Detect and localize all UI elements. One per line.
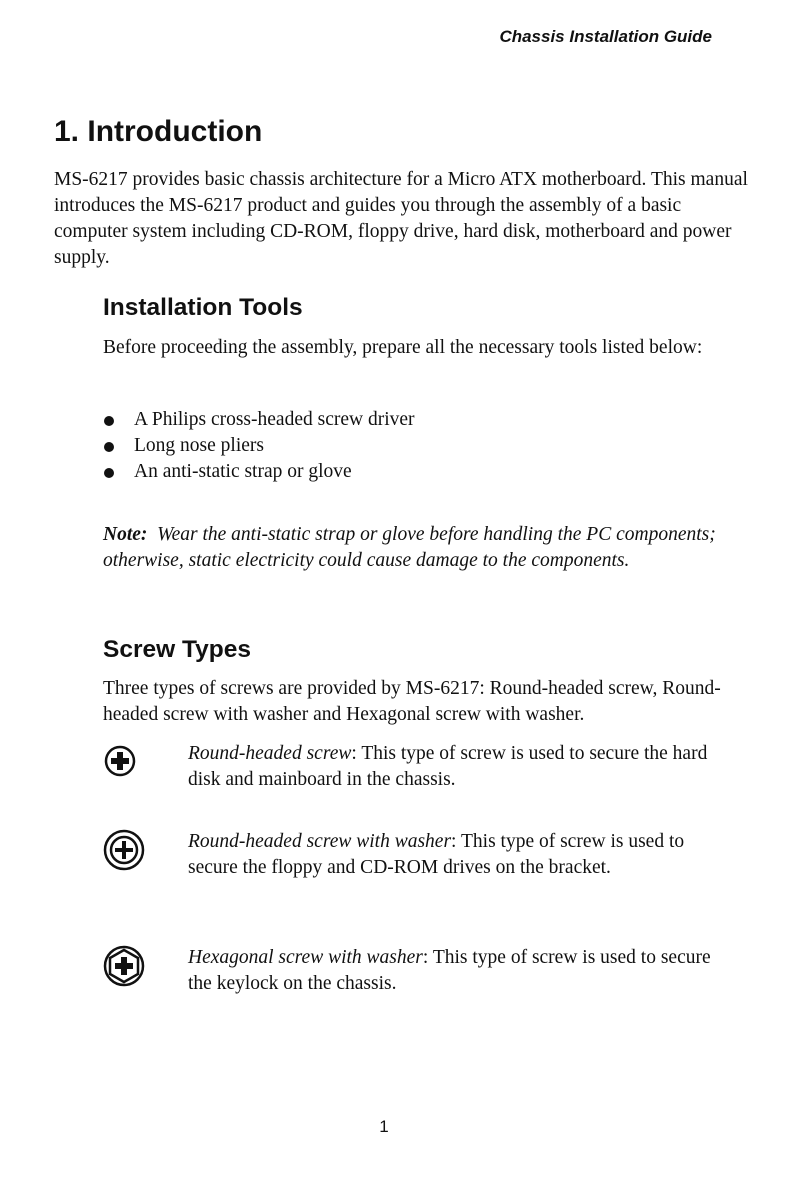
screw-term: Round-headed screw with washer bbox=[188, 831, 452, 852]
note-text: Wear the anti-static strap or glove before handling the PC components; otherwise, static electricity could cause damage to the components. bbox=[103, 524, 716, 571]
list-item bbox=[103, 459, 415, 485]
section-title-screw-types: Screw Types bbox=[103, 636, 251, 663]
list-item bbox=[103, 433, 415, 459]
screw-description: : This type of screw is used to secure the floppy and CD-ROM drives on the bracket. bbox=[188, 831, 685, 878]
intro-paragraph: MS-6217 provides basic chassis architecture for a Micro ATX motherboard. This manual introduces the MS-6217 product and guides you through the assembly of a basic computer system including CD-ROM, floppy drive, hard disk, motherboard and power supply. bbox=[54, 169, 748, 268]
page-title: 1. Introduction bbox=[54, 115, 263, 148]
tools-list bbox=[103, 407, 415, 485]
note bbox=[103, 522, 743, 574]
page-number: 1 bbox=[379, 1117, 389, 1136]
list-item-text: Long nose pliers bbox=[134, 435, 264, 456]
hexagonal-screw-with-washer-icon bbox=[103, 945, 147, 994]
screw-item-text bbox=[188, 741, 728, 793]
list-item-text: A Philips cross-headed screw driver bbox=[134, 409, 415, 430]
tools-description: Before proceeding the assembly, prepare all the necessary tools listed below: bbox=[103, 337, 703, 358]
screw-item-text bbox=[188, 945, 728, 997]
bullet-icon bbox=[104, 468, 114, 478]
screw-description: : This type of screw is used to secure the keylock on the chassis. bbox=[188, 947, 711, 994]
section-title-installation-tools: Installation Tools bbox=[103, 294, 303, 321]
screw-term: Round-headed screw bbox=[188, 743, 352, 764]
bullet-icon bbox=[104, 416, 114, 426]
running-header: Chassis Installation Guide bbox=[499, 27, 712, 46]
bullet-icon bbox=[104, 442, 114, 452]
list-item bbox=[103, 407, 415, 433]
screw-term: Hexagonal screw with washer bbox=[188, 947, 423, 968]
note-label: Note: bbox=[103, 524, 148, 545]
screw-types-description: Three types of screws are provided by MS-6217: Round-headed screw, Round-headed screw with washer and Hexagonal screw with washer. bbox=[103, 678, 721, 725]
list-item-text: An anti-static strap or glove bbox=[134, 461, 352, 482]
screw-item-text bbox=[188, 829, 728, 881]
screw-description: : This type of screw is used to secure the hard disk and mainboard in the chassis. bbox=[188, 743, 708, 790]
round-headed-screw-icon bbox=[103, 741, 139, 784]
round-headed-screw-with-washer-icon bbox=[103, 829, 147, 878]
